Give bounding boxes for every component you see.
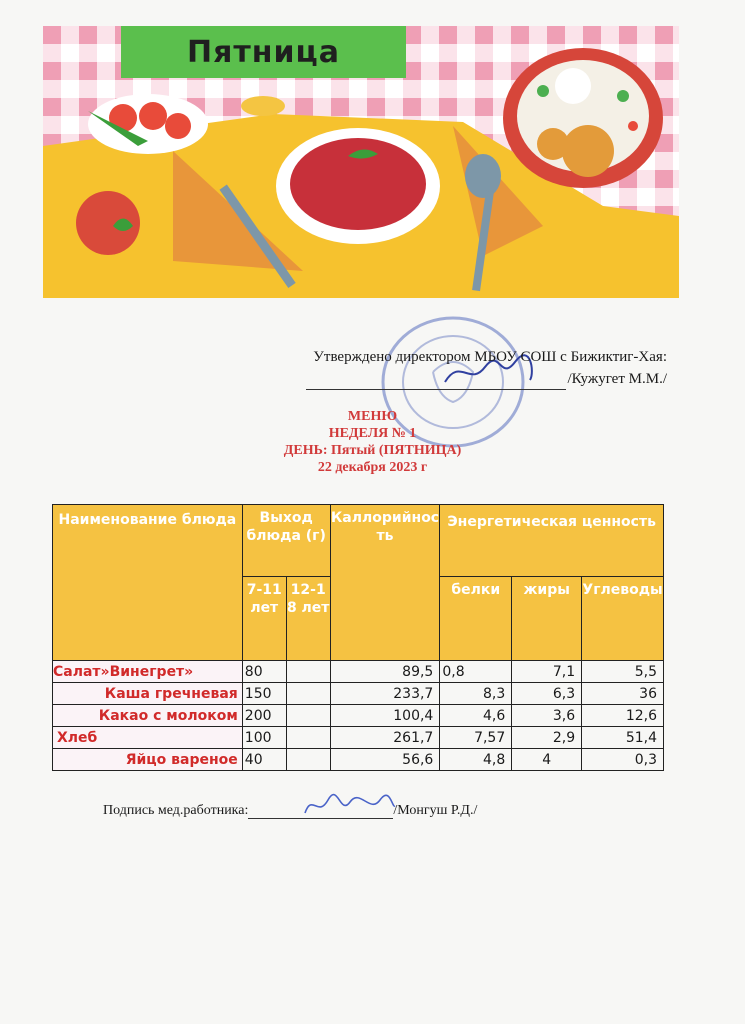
yield-12-18 [286, 749, 330, 771]
yield-7-11: 200 [242, 705, 286, 727]
approval-block [306, 346, 667, 390]
carbs: 51,4 [582, 727, 664, 749]
header-carbs: Углеводы [582, 577, 664, 661]
menu-week: НЕДЕЛЯ № 1 [328, 426, 417, 441]
menu-table [52, 504, 664, 771]
menu-day: ДЕНЬ: Пятый (ПЯТНИЦА) [283, 443, 462, 458]
fat: 7,1 [512, 661, 582, 683]
approval-signature-line [306, 375, 566, 390]
fat: 4 [512, 749, 582, 771]
yield-12-18 [286, 683, 330, 705]
table-row [53, 749, 664, 771]
calories: 89,5 [330, 661, 440, 683]
table-row [53, 661, 664, 683]
dish-name: Салат»Винегрет» [53, 661, 243, 683]
carbs: 36 [582, 683, 664, 705]
fat: 2,9 [512, 727, 582, 749]
header-age-7-11: 7-11 лет [242, 577, 286, 661]
calories: 261,7 [330, 727, 440, 749]
yield-12-18 [286, 705, 330, 727]
calories: 56,6 [330, 749, 440, 771]
yield-7-11: 150 [242, 683, 286, 705]
fat: 6,3 [512, 683, 582, 705]
header-age-12-18: 12-18 лет [286, 577, 330, 661]
menu-title: МЕНЮ [347, 409, 398, 424]
header-protein: белки [440, 577, 512, 661]
header-yield: Выход блюда (г) [242, 505, 330, 577]
medic-signature-line [248, 804, 393, 819]
medic-name: /Монгуш Р.Д./ [393, 803, 478, 818]
calories: 233,7 [330, 683, 440, 705]
approval-text: Утверждено директором МБОУ СОШ с Бижиктиг-Хая: [313, 349, 667, 365]
medic-signature-block [103, 803, 477, 819]
protein: 4,6 [440, 705, 512, 727]
table-row [53, 683, 664, 705]
header-fat: жиры [512, 577, 582, 661]
yield-7-11: 100 [242, 727, 286, 749]
dish-name: Какао с молоком [53, 705, 243, 727]
menu-date: 22 декабря 2023 г [317, 460, 428, 475]
header-calories: Каллорийность [330, 505, 440, 661]
menu-heading [0, 408, 745, 476]
dish-name: Яйцо вареное [53, 749, 243, 771]
table-row [53, 705, 664, 727]
yield-7-11: 40 [242, 749, 286, 771]
protein: 7,57 [440, 727, 512, 749]
dish-name: Хлеб [53, 727, 243, 749]
table-row [53, 727, 664, 749]
director-name: /Кужугет М.М./ [567, 371, 667, 387]
fat: 3,6 [512, 705, 582, 727]
protein: 4,8 [440, 749, 512, 771]
protein: 0,8 [440, 661, 512, 683]
header-energy: Энергетическая ценность [440, 505, 664, 577]
carbs: 0,3 [582, 749, 664, 771]
dish-name: Каша гречневая [53, 683, 243, 705]
yield-12-18 [286, 661, 330, 683]
carbs: 12,6 [582, 705, 664, 727]
day-label: Пятница [121, 26, 406, 78]
yield-7-11: 80 [242, 661, 286, 683]
carbs: 5,5 [582, 661, 664, 683]
protein: 8,3 [440, 683, 512, 705]
medic-signature-label: Подпись мед.работника: [103, 803, 249, 818]
header-dish-name: Наименование блюда [53, 505, 243, 661]
yield-12-18 [286, 727, 330, 749]
calories: 100,4 [330, 705, 440, 727]
